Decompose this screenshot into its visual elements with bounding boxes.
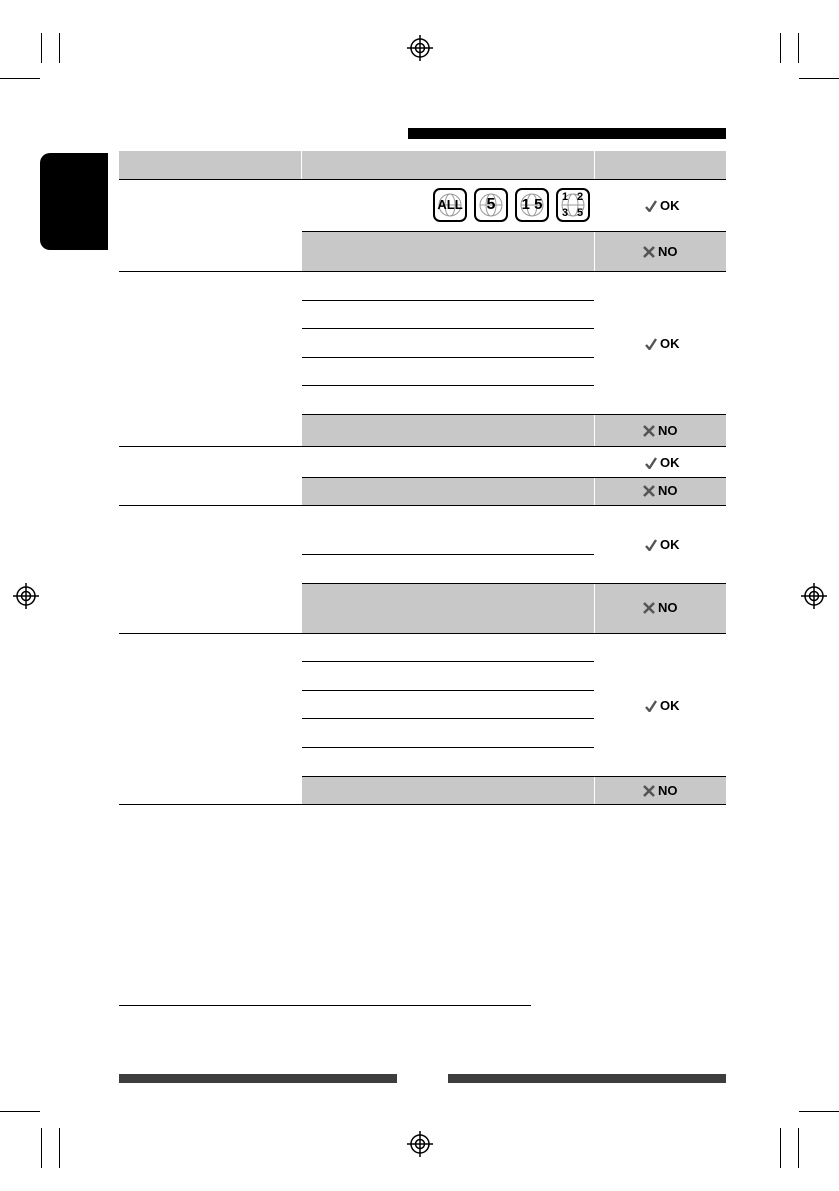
column-divider <box>301 151 302 805</box>
crop-mark <box>59 33 60 63</box>
crop-mark <box>780 1128 781 1168</box>
ok-badge: OK <box>645 455 680 470</box>
crop-mark <box>0 1111 40 1112</box>
no-badge: NO <box>643 423 678 438</box>
footer-bar-right <box>448 1074 726 1083</box>
row-divider <box>302 477 726 478</box>
table-header-col1 <box>119 151 301 179</box>
column-divider <box>594 151 595 805</box>
table-header-col2 <box>302 151 594 179</box>
ok-badge: OK <box>645 698 680 713</box>
region-5-icon: 5 <box>474 188 508 222</box>
cross-icon <box>643 785 655 797</box>
ok-badge: OK <box>645 198 680 213</box>
table-header-col3 <box>595 151 726 179</box>
checkmark-icon <box>645 457 657 469</box>
crop-mark <box>780 33 781 63</box>
cross-icon <box>643 602 655 614</box>
checkmark-icon <box>645 200 657 212</box>
row-divider <box>302 414 726 415</box>
crop-mark <box>0 78 40 79</box>
crop-mark <box>799 78 839 79</box>
row-divider <box>302 718 594 719</box>
ok-badge: OK <box>645 336 680 351</box>
row-divider <box>302 661 594 662</box>
checkmark-icon <box>645 338 657 350</box>
header-bar <box>408 128 726 139</box>
row-divider <box>302 357 594 358</box>
no-badge: NO <box>643 483 678 498</box>
crop-mark <box>59 1128 60 1168</box>
row-divider <box>302 385 594 386</box>
row-divider <box>302 747 594 748</box>
crop-mark <box>798 33 799 63</box>
ok-badge: OK <box>645 537 680 552</box>
registration-mark-icon <box>407 35 433 61</box>
cross-icon <box>643 246 655 258</box>
cross-icon <box>643 485 655 497</box>
row-divider <box>302 583 726 584</box>
no-badge: NO <box>643 244 678 259</box>
language-side-tab <box>40 153 108 250</box>
cross-icon <box>643 425 655 437</box>
crop-mark <box>41 1128 42 1168</box>
row-divider <box>119 446 726 447</box>
crop-mark <box>798 1128 799 1168</box>
row-divider <box>302 328 594 329</box>
registration-mark-icon <box>13 583 39 609</box>
checkmark-icon <box>645 539 657 551</box>
crop-mark <box>799 1111 839 1112</box>
region-1-5-icon: 1 5 <box>515 188 549 222</box>
crop-mark <box>41 33 42 63</box>
row-divider <box>119 804 726 805</box>
no-badge: NO <box>643 600 678 615</box>
row-divider <box>302 776 726 777</box>
footnote-divider <box>119 1005 531 1006</box>
row-divider <box>119 271 726 272</box>
registration-mark-icon <box>407 1131 433 1157</box>
row-divider <box>302 690 594 691</box>
row-divider <box>302 231 726 232</box>
region-all-icon: ALL <box>433 188 467 222</box>
checkmark-icon <box>645 700 657 712</box>
no-badge: NO <box>643 783 678 798</box>
row-divider <box>302 300 594 301</box>
row-divider <box>302 554 594 555</box>
footer-bar-left <box>119 1074 397 1083</box>
row-divider <box>119 633 726 634</box>
row-divider <box>119 505 726 506</box>
registration-mark-icon <box>801 583 827 609</box>
row-divider <box>119 179 726 180</box>
region-1235-icon: 1 2 3 5 <box>556 188 590 222</box>
